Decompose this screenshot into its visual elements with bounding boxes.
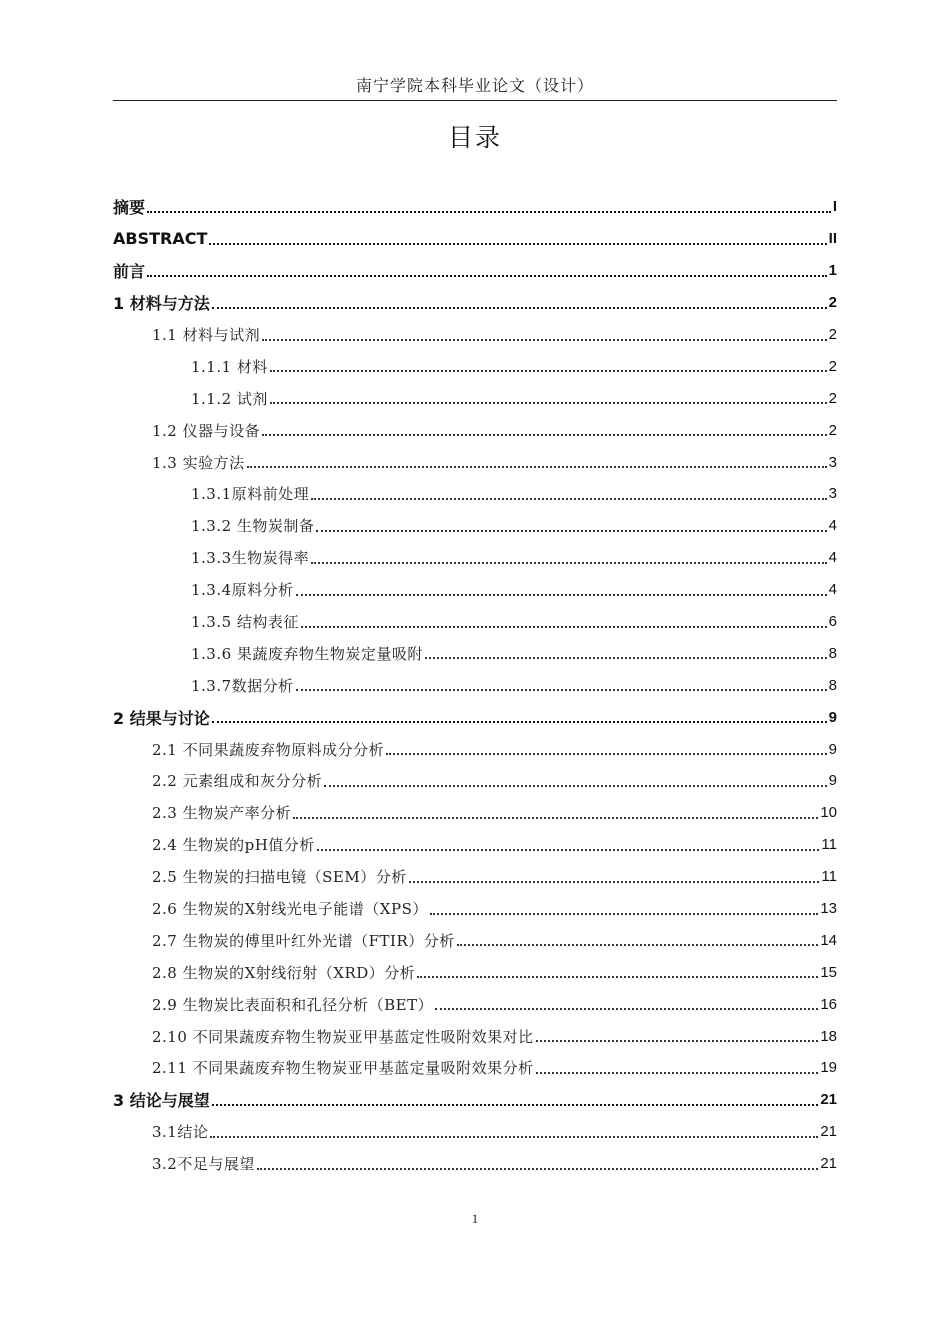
toc-dot-leader	[301, 626, 827, 628]
toc-entry-page: 6	[828, 613, 837, 631]
toc-entry-label: 1.3.4原料分析	[191, 581, 294, 600]
toc-dot-leader	[296, 689, 827, 691]
toc-entry-page: 9	[828, 708, 837, 726]
toc-entry-label: 1.3.5 结构表征	[191, 613, 299, 632]
page-title: 目录	[447, 123, 502, 152]
toc-entry-page: 8	[828, 644, 837, 662]
toc-dot-leader	[209, 243, 826, 245]
toc-entry[interactable]	[113, 829, 837, 861]
toc-entry[interactable]	[113, 510, 837, 542]
toc-dot-leader	[210, 1136, 818, 1138]
toc-entry-page: 4	[828, 517, 837, 535]
toc-entry-label: 1.3.3生物炭得率	[191, 549, 310, 568]
table-of-contents	[113, 191, 837, 1180]
toc-dot-leader	[409, 881, 820, 883]
toc-entry-page: 2	[828, 326, 837, 343]
toc-entry-page: 3	[828, 453, 837, 471]
toc-entry[interactable]	[113, 924, 837, 956]
toc-entry-label: 1.3.2 生物炭制备	[191, 517, 315, 536]
toc-dot-leader	[316, 530, 826, 532]
toc-entry[interactable]	[113, 1148, 837, 1180]
toc-entry[interactable]	[113, 350, 837, 382]
toc-dot-leader	[317, 849, 820, 851]
toc-entry[interactable]	[113, 797, 837, 829]
toc-entry[interactable]	[113, 893, 837, 925]
toc-entry-label: 2.9 生物炭比表面积和孔径分析（BET）	[152, 995, 434, 1014]
toc-entry-page: 11	[821, 836, 837, 854]
toc-entry-label: 1 材料与方法	[113, 294, 210, 314]
toc-entry[interactable]	[113, 701, 837, 733]
toc-dot-leader	[386, 753, 827, 755]
toc-entry-label: 2.1 不同果蔬废弃物原料成分分析	[152, 740, 385, 759]
toc-entry-page: 19	[820, 1059, 837, 1077]
toc-dot-leader	[324, 785, 827, 787]
toc-dot-leader	[536, 1040, 819, 1042]
toc-dot-leader	[417, 976, 818, 978]
toc-entry[interactable]	[113, 382, 837, 414]
toc-entry-label: 2.2 元素组成和灰分分析	[152, 772, 323, 791]
toc-entry-label: 3.1结论	[152, 1123, 209, 1142]
header-rule	[113, 100, 837, 101]
toc-dot-leader	[257, 1168, 818, 1170]
toc-dot-leader	[212, 1104, 819, 1106]
toc-entry[interactable]	[113, 1052, 837, 1084]
toc-entry[interactable]	[113, 255, 837, 287]
toc-entry-label: 1.1.1 材料	[191, 357, 268, 376]
toc-entry-label: 1.2 仪器与设备	[152, 421, 261, 440]
toc-entry[interactable]	[113, 478, 837, 510]
toc-entry-label: 2 结果与讨论	[113, 708, 210, 728]
toc-entry[interactable]	[113, 414, 837, 446]
toc-entry-label: ABSTRACT	[113, 229, 208, 249]
toc-entry-label: 2.11 不同果蔬废弃物生物炭亚甲基蓝定量吸附效果分析	[152, 1059, 534, 1078]
toc-entry[interactable]	[113, 956, 837, 988]
toc-entry[interactable]	[113, 319, 837, 351]
toc-entry-page: 2	[828, 389, 837, 407]
toc-dot-leader	[212, 721, 827, 723]
toc-entry-label: 1.1.2 试剂	[191, 389, 268, 408]
toc-dot-leader	[430, 913, 818, 915]
page-number: 1	[471, 1211, 479, 1226]
toc-entry-page: 16	[820, 995, 837, 1013]
toc-entry-label: 1.3.7数据分析	[191, 676, 294, 695]
toc-dot-leader	[311, 562, 826, 564]
toc-entry-page: 4	[828, 581, 837, 599]
toc-entry[interactable]	[113, 446, 837, 478]
toc-entry[interactable]	[113, 1116, 837, 1148]
toc-dot-leader	[457, 944, 819, 946]
toc-dot-leader	[425, 657, 827, 659]
toc-entry-page: 21	[820, 1091, 837, 1109]
toc-entry-label: 3 结论与展望	[113, 1091, 210, 1111]
toc-entry[interactable]	[113, 637, 837, 669]
toc-entry[interactable]	[113, 574, 837, 606]
toc-entry[interactable]	[113, 223, 837, 255]
toc-entry[interactable]	[113, 1084, 837, 1116]
toc-dot-leader	[311, 498, 826, 500]
toc-entry-page: 10	[820, 804, 837, 822]
toc-dot-leader	[270, 402, 827, 404]
toc-entry-page: 9	[828, 772, 837, 790]
toc-entry-page: 15	[820, 963, 837, 981]
toc-entry-label: 2.3 生物炭产率分析	[152, 804, 292, 823]
toc-dot-leader	[147, 211, 831, 213]
toc-dot-leader	[293, 817, 818, 819]
toc-entry-page: 13	[820, 900, 837, 918]
toc-entry-label: 1.3.1原料前处理	[191, 485, 310, 504]
toc-entry[interactable]	[113, 733, 837, 765]
toc-entry-page: 11	[821, 868, 837, 886]
toc-entry-label: 1.1 材料与试剂	[152, 326, 261, 344]
toc-entry-page: 8	[828, 676, 837, 694]
toc-entry[interactable]	[113, 606, 837, 638]
toc-entry-page: 9	[828, 740, 837, 758]
toc-entry-page: 18	[820, 1027, 837, 1045]
toc-entry-label: 2.6 生物炭的X射线光电子能谱（XPS）	[152, 900, 428, 919]
toc-dot-leader	[262, 339, 827, 341]
toc-entry-page: 4	[828, 549, 837, 567]
toc-dot-leader	[270, 370, 827, 372]
toc-entry-page: I	[832, 198, 837, 216]
toc-entry-label: 摘要	[113, 198, 146, 218]
toc-entry-page: 1	[828, 262, 837, 280]
toc-dot-leader	[262, 434, 827, 436]
toc-entry-label: 2.5 生物炭的扫描电镜（SEM）分析	[152, 868, 407, 887]
toc-entry-label: 2.10 不同果蔬废弃物生物炭亚甲基蓝定性吸附效果对比	[152, 1027, 534, 1046]
toc-entry-page: 3	[828, 485, 837, 503]
toc-dot-leader	[296, 594, 827, 596]
toc-entry[interactable]	[113, 191, 837, 223]
toc-entry[interactable]	[113, 861, 837, 893]
toc-entry-page: II	[828, 230, 837, 248]
toc-entry-page: 2	[828, 357, 837, 375]
toc-entry-page: 2	[828, 294, 837, 312]
toc-entry-label: 3.2不足与展望	[152, 1155, 255, 1174]
toc-entry[interactable]	[113, 542, 837, 574]
toc-entry-page: 21	[820, 1155, 837, 1173]
toc-entry-label: 2.8 生物炭的X射线衍射（XRD）分析	[152, 963, 416, 982]
toc-entry[interactable]	[113, 1020, 837, 1052]
toc-dot-leader	[147, 275, 827, 277]
toc-dot-leader	[247, 466, 827, 468]
toc-entry-label: 1.3 实验方法	[152, 453, 245, 472]
running-header: 南宁学院本科毕业论文（设计）	[355, 76, 594, 95]
toc-dot-leader	[536, 1072, 819, 1074]
toc-entry[interactable]	[113, 765, 837, 797]
toc-entry-page: 2	[828, 421, 837, 439]
toc-entry-page: 14	[820, 931, 837, 949]
toc-entry-label: 前言	[113, 262, 146, 282]
toc-dot-leader	[212, 307, 827, 309]
toc-entry-page: 21	[820, 1123, 837, 1141]
toc-entry[interactable]	[113, 669, 837, 701]
toc-entry-label: 2.7 生物炭的傅里叶红外光谱（FTIR）分析	[152, 931, 455, 950]
toc-entry-label: 2.4 生物炭的pH值分析	[152, 836, 315, 855]
toc-entry[interactable]	[113, 988, 837, 1020]
toc-entry[interactable]	[113, 287, 837, 319]
toc-dot-leader	[435, 1008, 818, 1010]
toc-entry-label: 1.3.6 果蔬废弃物生物炭定量吸附	[191, 644, 423, 663]
